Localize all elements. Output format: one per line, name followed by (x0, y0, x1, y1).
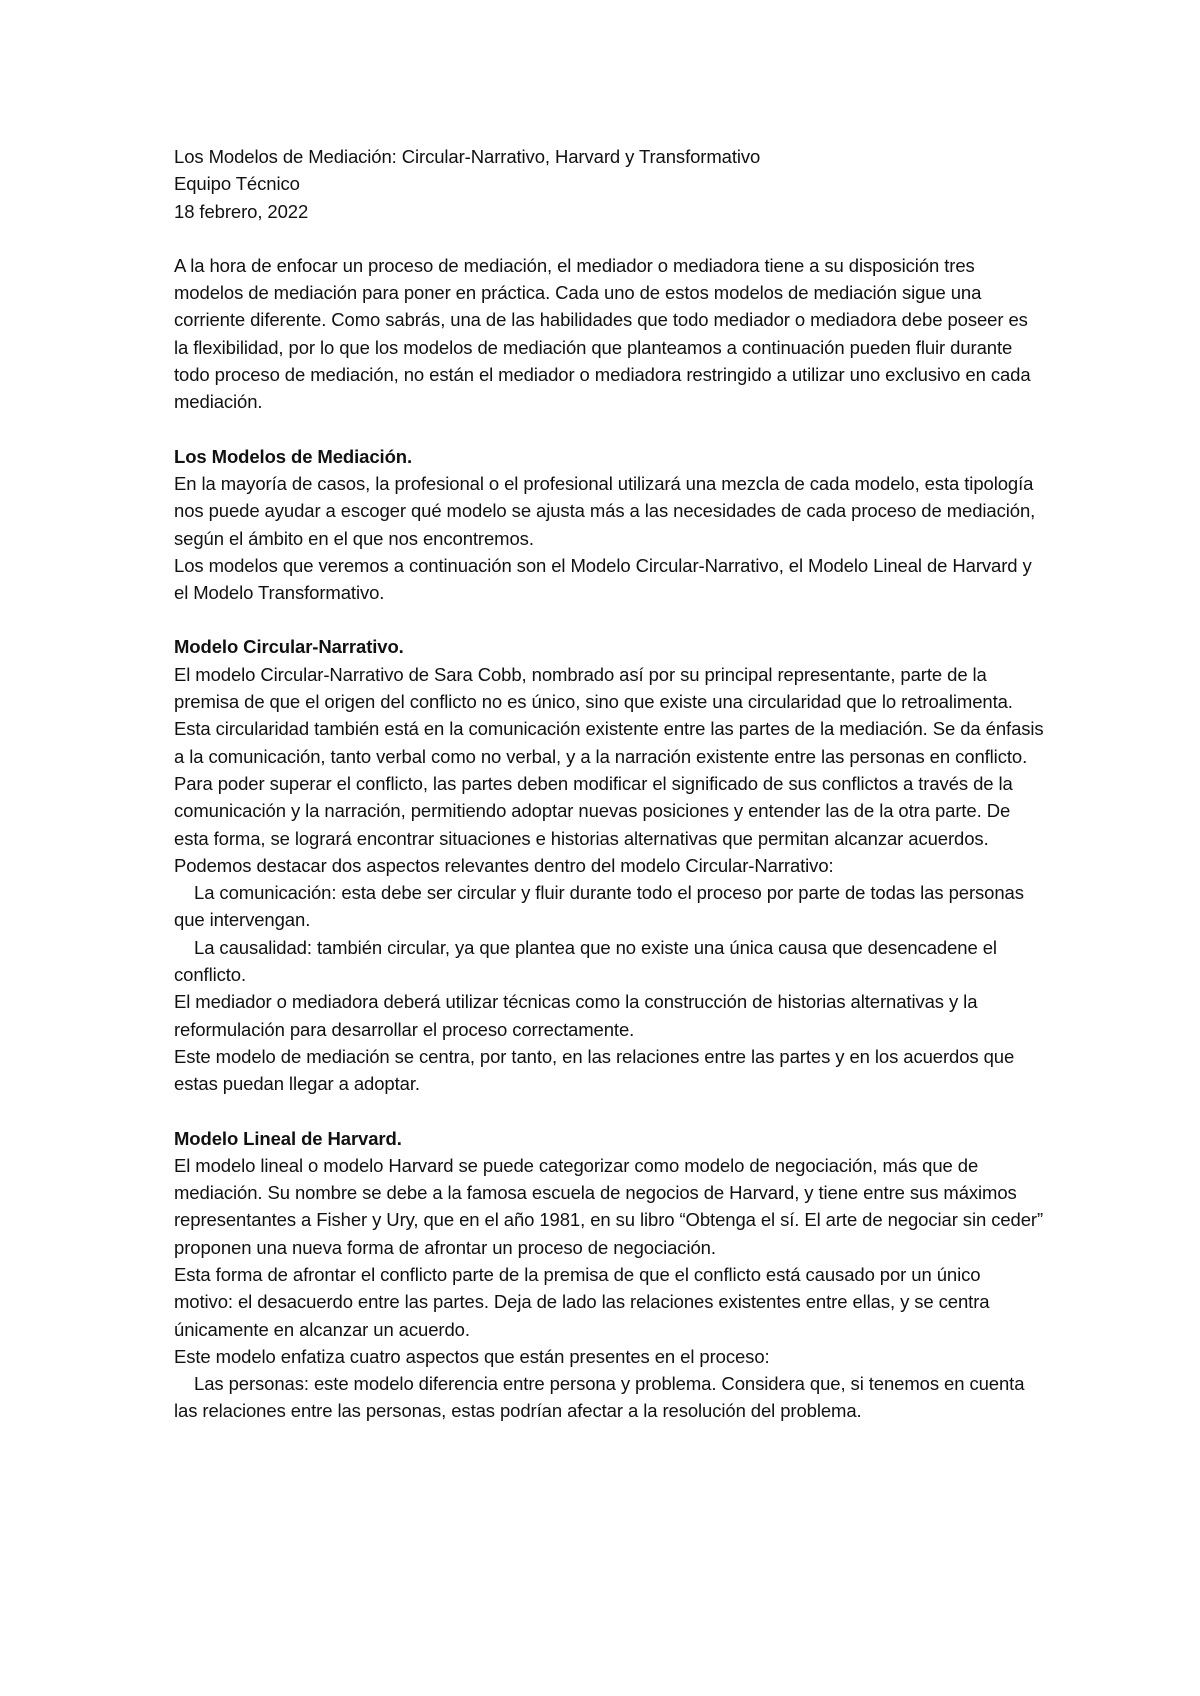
list-item: Las personas: este modelo diferencia entre persona y problema. Considera que, si tenemos en cuenta las relaciones entre las personas, estas podrían afectar a la resolución del problema. (174, 1373, 1025, 1422)
heading-circular-narrativo: Modelo Circular-Narrativo. (174, 636, 404, 658)
paragraph: Los modelos que veremos a continuación son el Modelo Circular-Narrativo, el Modelo Lineal de Harvard y el Modelo Transformativo. (174, 554, 1032, 604)
spacer (174, 225, 1044, 252)
paragraph: Este modelo de mediación se centra, por tanto, en las relaciones entre las partes y en los acuerdos que estas puedan llegar a adoptar. (174, 1045, 1015, 1095)
paragraph: Este modelo enfatiza cuatro aspectos que están presentes en el proceso: (174, 1345, 770, 1367)
paragraph: El mediador o mediadora deberá utilizar técnicas como la construcción de historias alternativas y la reformulación para desarrollar el proceso correctamente. (174, 991, 978, 1040)
paragraph: El modelo lineal o modelo Harvard se puede categorizar como modelo de negociación, más que de mediación. Su nombre se debe a la famosa escuela de negocios de Harvard, y tiene entre sus máximos representantes a Fisher y Ury, que en el año 1981, en su libro “Obtenga el sí. El arte de negociar sin ceder” proponen una nueva forma de afrontar un proceso de negociación. (174, 1154, 1044, 1258)
paragraph: Podemos destacar dos aspectos relevantes dentro del modelo Circular-Narrativo: (174, 854, 834, 876)
list-item: La comunicación: esta debe ser circular y fluir durante todo el proceso por parte de todas las personas que intervengan. (174, 882, 1024, 931)
paragraph: En la mayoría de casos, la profesional o el profesional utilizará una mezcla de cada modelo, esta tipología nos puede ayudar a escoger qué modelo se ajusta más a las necesidades de cada proceso de mediación, según el ámbito en el que nos encontremos. (174, 472, 1036, 549)
heading-models: Los Modelos de Mediación. (174, 445, 413, 467)
spacer (174, 1098, 1044, 1125)
document-date: 18 febrero, 2022 (174, 200, 309, 222)
heading-harvard: Modelo Lineal de Harvard. (174, 1127, 402, 1149)
spacer (174, 606, 1044, 633)
intro-paragraph: A la hora de enfocar un proceso de mediación, el mediador o mediadora tiene a su disposición tres modelos de mediación para poner en práctica. Cada uno de estos modelos de mediación sigue una corriente diferente. Como sabrás, una de las habilidades que todo mediador o mediadora debe poseer es la flexibilidad, por lo que los modelos de mediación que planteamos a continuación pueden fluir durante todo proceso de mediación, no están el mediador o mediadora restringido a utilizar uno exclusivo en cada mediación. (174, 254, 1031, 413)
document-author: Equipo Técnico (174, 173, 300, 195)
list-item: La causalidad: también circular, ya que plantea que no existe una única causa que desencadene el conflicto. (174, 936, 997, 986)
document-title: Los Modelos de Mediación: Circular-Narrativo, Harvard y Transformativo (174, 146, 761, 167)
paragraph: El modelo Circular-Narrativo de Sara Cobb, nombrado así por su principal representante, parte de la premisa de que el origen del conflicto no es único, sino que existe una circularidad que lo retroalimenta. Esta circularidad también está en la comunicación existente entre las partes de la mediación. Se da énfasis a la comunicación, tanto verbal como no verbal, y a la narración existente entre las personas en conflicto. (174, 663, 1044, 767)
paragraph: Esta forma de afrontar el conflicto parte de la premisa de que el conflicto está causado por un único motivo: el desacuerdo entre las partes. Deja de lado las relaciones existentes entre ellas, y se centra únicamente en alcanzar un acuerdo. (174, 1263, 990, 1340)
document-page (174, 143, 1044, 1425)
spacer (174, 416, 1044, 443)
paragraph: Para poder superar el conflicto, las partes deben modificar el significado de sus conflictos a través de la comunicación y la narración, permitiendo adoptar nuevas posiciones y entender las de la otra parte. De esta forma, se logrará encontrar situaciones e historias alternativas que permitan alcanzar acuerdos. (174, 772, 1013, 849)
